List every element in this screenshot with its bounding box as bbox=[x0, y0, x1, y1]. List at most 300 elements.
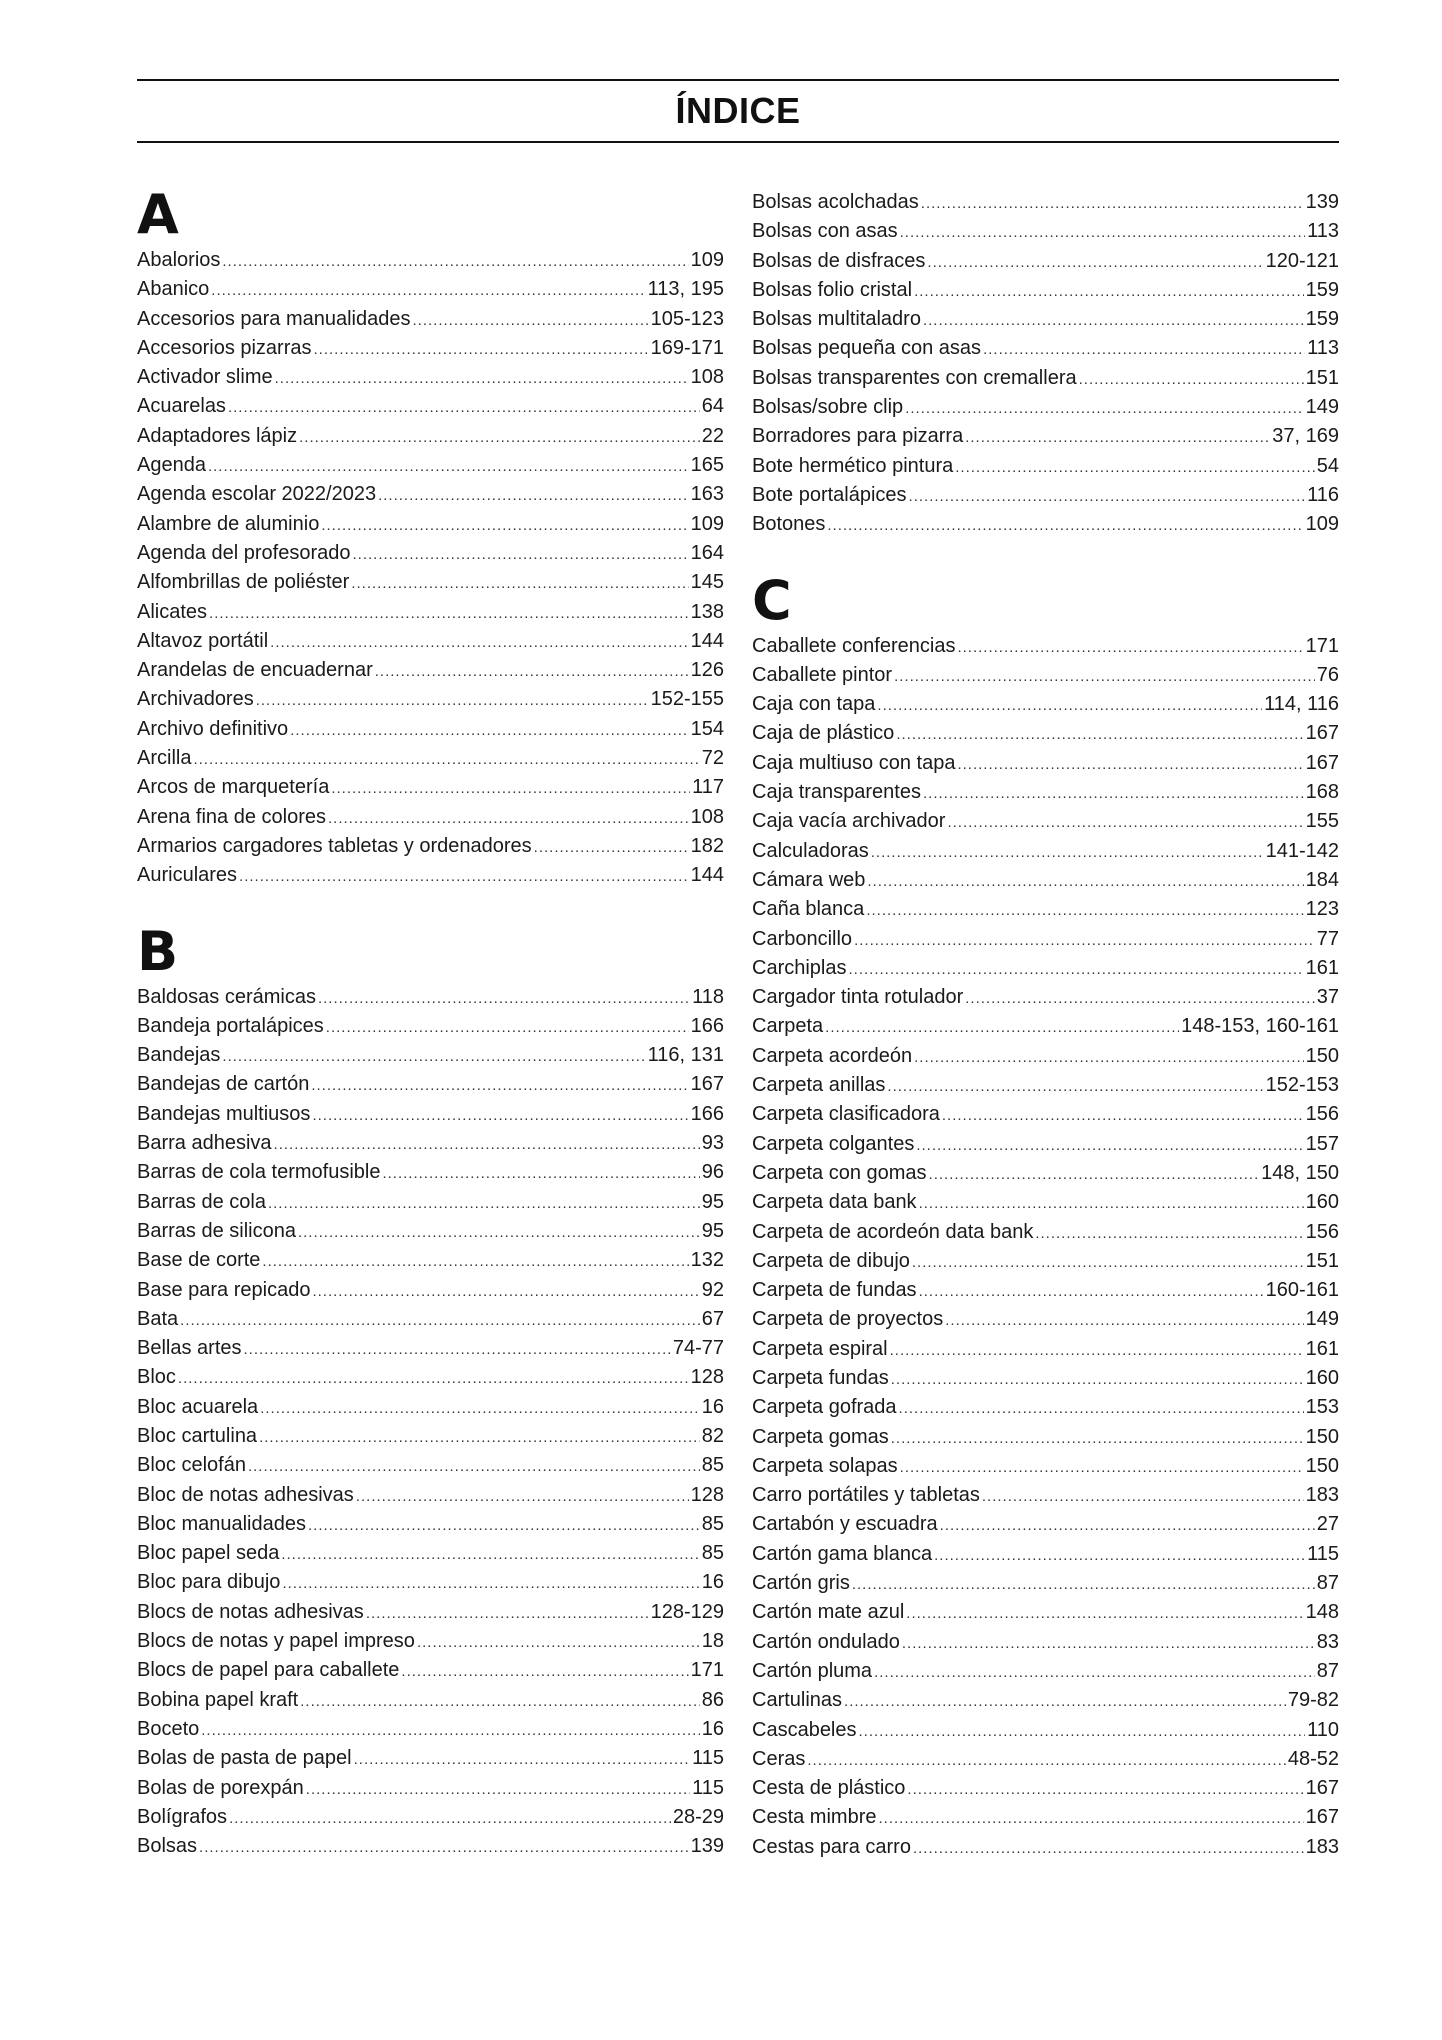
dot-leader bbox=[281, 1540, 699, 1569]
index-entry bbox=[137, 773, 724, 802]
index-term: Agenda bbox=[137, 454, 206, 477]
index-page-ref: 167 bbox=[1305, 722, 1339, 745]
index-term: Agenda del profesorado bbox=[137, 541, 351, 564]
index-page-ref: 149 bbox=[1305, 1308, 1339, 1331]
dot-leader bbox=[887, 1072, 1263, 1101]
dot-leader bbox=[934, 1541, 1305, 1570]
index-page-ref: 37, 169 bbox=[1272, 425, 1339, 448]
dot-leader bbox=[891, 1424, 1304, 1453]
dot-leader bbox=[201, 1716, 699, 1745]
index-term: Abanico bbox=[137, 278, 210, 301]
dot-leader bbox=[209, 599, 689, 628]
index-page-ref: 18 bbox=[701, 1630, 724, 1653]
index-page-ref: 168 bbox=[1305, 781, 1339, 804]
index-page-ref: 113, 195 bbox=[647, 278, 724, 301]
index-entry bbox=[752, 690, 1339, 719]
index-column-left bbox=[137, 183, 724, 1861]
index-term: Barras de cola bbox=[137, 1190, 266, 1213]
index-entry bbox=[752, 1803, 1339, 1832]
index-page-ref: 166 bbox=[690, 1102, 724, 1125]
index-entry bbox=[137, 715, 724, 744]
index-entry bbox=[137, 1158, 724, 1187]
index-page-ref: 139 bbox=[690, 1835, 724, 1858]
index-term: Bote portalápices bbox=[752, 483, 907, 506]
index-page-ref: 150 bbox=[1305, 1044, 1339, 1067]
dot-leader bbox=[244, 1335, 671, 1364]
index-page-ref: 22 bbox=[701, 424, 724, 447]
index-page-ref: 128-129 bbox=[650, 1600, 724, 1623]
index-entry bbox=[752, 1276, 1339, 1305]
index-entry bbox=[137, 685, 724, 714]
dot-leader bbox=[178, 1364, 689, 1393]
index-term: Carpeta bbox=[752, 1015, 824, 1038]
index-entry bbox=[752, 1569, 1339, 1598]
index-page-ref: 161 bbox=[1305, 1337, 1339, 1360]
dot-leader bbox=[311, 1071, 688, 1100]
index-page-ref: 153 bbox=[1305, 1396, 1339, 1419]
index-page-ref: 151 bbox=[1305, 366, 1339, 389]
index-term: Borradores para pizarra bbox=[752, 425, 964, 448]
index-entry bbox=[137, 744, 724, 773]
index-entry bbox=[137, 1070, 724, 1099]
index-column-right bbox=[752, 188, 1339, 1862]
index-list-b-continued bbox=[752, 188, 1339, 540]
dot-leader bbox=[900, 218, 1305, 247]
dot-leader bbox=[306, 1775, 690, 1804]
dot-leader bbox=[877, 691, 1262, 720]
dot-leader bbox=[844, 1687, 1286, 1716]
dot-leader bbox=[878, 1804, 1303, 1833]
dot-leader bbox=[229, 1804, 671, 1833]
index-term: Carpeta de proyectos bbox=[752, 1308, 944, 1331]
index-entry bbox=[752, 1130, 1339, 1159]
index-term: Ceras bbox=[752, 1747, 806, 1770]
dot-leader bbox=[275, 364, 689, 393]
index-term: Bellas artes bbox=[137, 1337, 242, 1360]
dot-leader bbox=[899, 1394, 1304, 1423]
index-term: Carpeta fundas bbox=[752, 1366, 889, 1389]
index-page-ref: 163 bbox=[690, 483, 724, 506]
index-entry bbox=[137, 1598, 724, 1627]
index-term: Blocs de notas adhesivas bbox=[137, 1600, 364, 1623]
index-term: Bata bbox=[137, 1307, 179, 1330]
index-entry bbox=[137, 1451, 724, 1480]
index-entry bbox=[137, 656, 724, 685]
index-term: Carpeta espiral bbox=[752, 1337, 888, 1360]
index-entry bbox=[752, 983, 1339, 1012]
index-entry bbox=[752, 247, 1339, 276]
index-entry bbox=[137, 334, 724, 363]
dot-leader bbox=[208, 452, 689, 481]
index-entry bbox=[137, 1012, 724, 1041]
dot-leader bbox=[947, 808, 1303, 837]
index-entry bbox=[752, 1100, 1339, 1129]
index-entry bbox=[752, 1452, 1339, 1481]
index-term: Caja de plástico bbox=[752, 722, 895, 745]
index-entry bbox=[137, 803, 724, 832]
index-entry bbox=[752, 276, 1339, 305]
index-page-ref: 77 bbox=[1316, 927, 1339, 950]
dot-leader bbox=[321, 511, 688, 540]
dot-leader bbox=[912, 1248, 1304, 1277]
index-term: Arandelas de encuadernar bbox=[137, 659, 373, 682]
index-entry bbox=[752, 1657, 1339, 1686]
index-page-ref: 138 bbox=[690, 600, 724, 623]
index-term: Cesta mimbre bbox=[752, 1806, 877, 1829]
index-term: Caja multiuso con tapa bbox=[752, 751, 956, 774]
dot-leader bbox=[180, 1306, 700, 1335]
index-term: Acuarelas bbox=[137, 395, 226, 418]
dot-leader bbox=[919, 1189, 1304, 1218]
index-entry bbox=[752, 334, 1339, 363]
index-page-ref: 95 bbox=[701, 1219, 724, 1242]
index-page-ref: 116 bbox=[1307, 483, 1339, 506]
index-page-ref: 109 bbox=[690, 512, 724, 535]
dot-leader bbox=[982, 1482, 1304, 1511]
index-term: Base de corte bbox=[137, 1249, 261, 1272]
index-term: Abalorios bbox=[137, 249, 221, 271]
dot-leader bbox=[274, 1130, 700, 1159]
index-entry bbox=[752, 1247, 1339, 1276]
index-term: Bolsas/sobre clip bbox=[752, 396, 904, 419]
index-entry bbox=[752, 1305, 1339, 1334]
index-entry bbox=[752, 1012, 1339, 1041]
index-page-ref: 164 bbox=[690, 541, 724, 564]
index-entry bbox=[137, 1568, 724, 1597]
index-entry bbox=[137, 1832, 724, 1861]
dot-leader bbox=[356, 1482, 689, 1511]
index-page-ref: 79-82 bbox=[1287, 1689, 1339, 1712]
index-page-ref: 54 bbox=[1316, 454, 1339, 477]
page-header bbox=[137, 79, 1339, 143]
section-letter-a: A bbox=[137, 183, 179, 246]
index-term: Carpeta acordeón bbox=[752, 1044, 913, 1067]
index-page-ref: 117 bbox=[692, 776, 724, 799]
index-entry bbox=[752, 866, 1339, 895]
index-page-ref: 155 bbox=[1305, 810, 1339, 833]
index-page-ref: 148-153, 160-161 bbox=[1181, 1015, 1339, 1038]
index-entry bbox=[137, 1656, 724, 1685]
index-page-ref: 109 bbox=[1305, 513, 1339, 536]
index-entry bbox=[137, 1393, 724, 1422]
index-term: Bobina papel kraft bbox=[137, 1688, 299, 1711]
index-entry bbox=[752, 1481, 1339, 1510]
index-term: Bolas de porexpán bbox=[137, 1776, 304, 1799]
index-term: Cartón gris bbox=[752, 1572, 850, 1595]
dot-leader bbox=[866, 896, 1303, 925]
dot-leader bbox=[852, 1570, 1315, 1599]
index-entry bbox=[752, 661, 1339, 690]
index-page-ref: 113 bbox=[1307, 337, 1339, 360]
index-entry bbox=[752, 1686, 1339, 1715]
dot-leader bbox=[919, 1277, 1264, 1306]
index-term: Bloc celofán bbox=[137, 1454, 246, 1477]
index-entry bbox=[137, 598, 724, 627]
index-entry bbox=[137, 1246, 724, 1275]
index-page-ref: 115 bbox=[692, 1776, 724, 1799]
index-page-ref: 120-121 bbox=[1265, 249, 1339, 272]
index-page-ref: 167 bbox=[690, 1073, 724, 1096]
index-term: Bolsas con asas bbox=[752, 220, 898, 243]
index-term: Carpeta de dibujo bbox=[752, 1249, 910, 1272]
index-term: Barras de cola termofusible bbox=[137, 1161, 381, 1184]
index-entry bbox=[752, 954, 1339, 983]
dot-leader bbox=[921, 189, 1304, 218]
index-page-ref: 150 bbox=[1305, 1454, 1339, 1477]
index-page-ref: 144 bbox=[690, 629, 724, 652]
dot-leader bbox=[957, 750, 1303, 779]
index-page-ref: 169-171 bbox=[650, 336, 724, 359]
dot-leader bbox=[890, 1336, 1304, 1365]
index-page-ref: 48-52 bbox=[1287, 1747, 1339, 1770]
index-term: Bolsas acolchadas bbox=[752, 191, 919, 213]
dot-leader bbox=[314, 335, 649, 364]
dot-leader bbox=[916, 1131, 1303, 1160]
index-page-ref: 171 bbox=[690, 1659, 724, 1682]
index-page-ref: 85 bbox=[701, 1454, 724, 1477]
index-entry bbox=[137, 246, 724, 275]
dot-leader bbox=[923, 306, 1304, 335]
dot-leader bbox=[312, 1101, 688, 1130]
dot-leader bbox=[894, 662, 1315, 691]
index-term: Base para repicado bbox=[137, 1278, 311, 1301]
index-page-ref: 159 bbox=[1305, 278, 1339, 301]
index-term: Bandejas de cartón bbox=[137, 1073, 310, 1096]
index-term: Carpeta con gomas bbox=[752, 1161, 927, 1184]
index-entry bbox=[137, 1129, 724, 1158]
index-term: Alicates bbox=[137, 600, 208, 623]
dot-leader bbox=[965, 984, 1315, 1013]
index-page-ref: 108 bbox=[690, 805, 724, 828]
index-term: Arena fina de colores bbox=[137, 805, 327, 828]
index-term: Carpeta gomas bbox=[752, 1425, 889, 1448]
index-entry bbox=[752, 719, 1339, 748]
dot-leader bbox=[413, 306, 649, 335]
dot-leader bbox=[300, 1687, 700, 1716]
dot-leader bbox=[965, 423, 1270, 452]
index-entry bbox=[137, 422, 724, 451]
dot-leader bbox=[401, 1657, 688, 1686]
index-page-ref: 160 bbox=[1305, 1191, 1339, 1214]
index-page-ref: 76 bbox=[1316, 663, 1339, 686]
section-letter-c: C bbox=[752, 568, 792, 632]
index-term: Cesta de plástico bbox=[752, 1777, 906, 1800]
index-term: Cartulinas bbox=[752, 1689, 843, 1712]
index-entry bbox=[137, 1774, 724, 1803]
index-list-a bbox=[137, 246, 724, 891]
page-title: ÍNDICE bbox=[675, 90, 801, 131]
index-term: Carpeta anillas bbox=[752, 1074, 886, 1097]
index-page-ref: 152-153 bbox=[1265, 1074, 1339, 1097]
index-entry bbox=[752, 452, 1339, 481]
index-term: Bolsas de disfraces bbox=[752, 249, 926, 272]
index-term: Bloc manualidades bbox=[137, 1512, 306, 1535]
dot-leader bbox=[891, 1365, 1304, 1394]
dot-leader bbox=[827, 511, 1303, 540]
index-entry bbox=[752, 1423, 1339, 1452]
index-page-ref: 126 bbox=[690, 659, 724, 682]
dot-leader bbox=[262, 1247, 688, 1276]
index-page-ref: 109 bbox=[690, 249, 724, 271]
dot-leader bbox=[193, 745, 699, 774]
index-page-ref: 150 bbox=[1305, 1425, 1339, 1448]
index-term: Altavoz portátil bbox=[137, 629, 269, 652]
index-list-c bbox=[752, 632, 1339, 1862]
index-page-ref: 116, 131 bbox=[647, 1044, 724, 1067]
index-term: Carpeta de acordeón data bank bbox=[752, 1220, 1034, 1243]
index-term: Carboncillo bbox=[752, 927, 853, 950]
index-term: Caballete pintor bbox=[752, 663, 893, 686]
dot-leader bbox=[929, 1160, 1260, 1189]
index-page-ref: 152-155 bbox=[650, 688, 724, 711]
index-term: Bloc para dibujo bbox=[137, 1571, 281, 1594]
index-page-ref: 93 bbox=[701, 1132, 724, 1155]
index-page-ref: 171 bbox=[1305, 634, 1339, 657]
index-term: Carpeta de fundas bbox=[752, 1279, 917, 1302]
index-entry bbox=[137, 392, 724, 421]
index-entry bbox=[137, 627, 724, 656]
index-entry bbox=[137, 305, 724, 334]
index-term: Bolsas multitaladro bbox=[752, 308, 921, 331]
dot-leader bbox=[228, 393, 700, 422]
dot-leader bbox=[199, 1833, 689, 1862]
index-page-ref: 128 bbox=[690, 1366, 724, 1389]
index-entry bbox=[137, 539, 724, 568]
index-entry bbox=[752, 778, 1339, 807]
index-term: Bandeja portalápices bbox=[137, 1014, 324, 1037]
index-term: Bolas de pasta de papel bbox=[137, 1747, 352, 1770]
index-entry bbox=[137, 480, 724, 509]
index-page-ref: 37 bbox=[1316, 986, 1339, 1009]
index-entry bbox=[752, 925, 1339, 954]
index-page-ref: 149 bbox=[1305, 396, 1339, 419]
index-page-ref: 167 bbox=[1305, 751, 1339, 774]
index-term: Caja con tapa bbox=[752, 693, 876, 716]
index-page-ref: 183 bbox=[1305, 1835, 1339, 1858]
dot-leader bbox=[867, 867, 1303, 896]
index-entry bbox=[137, 363, 724, 392]
index-entry bbox=[137, 861, 724, 890]
dot-leader bbox=[417, 1628, 700, 1657]
index-entry bbox=[752, 1042, 1339, 1071]
index-entry bbox=[752, 1833, 1339, 1862]
index-page-ref: 160 bbox=[1305, 1366, 1339, 1389]
index-page-ref: 28-29 bbox=[672, 1805, 724, 1828]
dot-leader bbox=[382, 1159, 699, 1188]
index-page-ref: 145 bbox=[690, 571, 724, 594]
dot-leader bbox=[239, 862, 689, 891]
index-page-ref: 165 bbox=[690, 454, 724, 477]
index-term: Bandejas multiusos bbox=[137, 1102, 311, 1125]
dot-leader bbox=[298, 1218, 700, 1247]
index-term: Carpeta gofrada bbox=[752, 1396, 897, 1419]
index-list-b bbox=[137, 983, 724, 1862]
index-term: Alambre de aluminio bbox=[137, 512, 320, 535]
index-page-ref: 184 bbox=[1305, 868, 1339, 891]
index-term: Caña blanca bbox=[752, 898, 865, 921]
dot-leader bbox=[955, 453, 1315, 482]
dot-leader bbox=[259, 1423, 700, 1452]
dot-leader bbox=[848, 955, 1303, 984]
index-entry bbox=[137, 1715, 724, 1744]
index-page-ref: 132 bbox=[690, 1249, 724, 1272]
index-term: Bolsas folio cristal bbox=[752, 278, 913, 301]
index-page-ref: 67 bbox=[701, 1307, 724, 1330]
index-entry bbox=[137, 1481, 724, 1510]
index-page-ref: 110 bbox=[1307, 1718, 1339, 1741]
index-term: Bolígrafos bbox=[137, 1805, 228, 1828]
index-page-ref: 85 bbox=[701, 1542, 724, 1565]
index-page-ref: 139 bbox=[1305, 191, 1339, 213]
index-page-ref: 96 bbox=[701, 1161, 724, 1184]
index-page-ref: 148 bbox=[1305, 1601, 1339, 1624]
index-page-ref: 74-77 bbox=[672, 1337, 724, 1360]
index-entry bbox=[752, 1364, 1339, 1393]
dot-leader bbox=[378, 481, 689, 510]
index-term: Carro portátiles y tabletas bbox=[752, 1484, 980, 1507]
index-term: Bolsas bbox=[137, 1835, 198, 1858]
index-entry bbox=[137, 568, 724, 597]
index-page-ref: 115 bbox=[692, 1747, 724, 1770]
index-entry bbox=[752, 481, 1339, 510]
index-entry bbox=[137, 1803, 724, 1832]
index-page-ref: 16 bbox=[701, 1571, 724, 1594]
index-page-ref: 144 bbox=[690, 864, 724, 887]
dot-leader bbox=[312, 1277, 699, 1306]
dot-leader bbox=[328, 804, 689, 833]
index-term: Baldosas cerámicas bbox=[137, 985, 316, 1008]
index-term: Alfombrillas de poliéster bbox=[137, 571, 350, 594]
index-entry bbox=[137, 451, 724, 480]
index-term: Bloc cartulina bbox=[137, 1424, 258, 1447]
dot-leader bbox=[859, 1717, 1306, 1746]
dot-leader bbox=[874, 1658, 1315, 1687]
index-term: Caja transparentes bbox=[752, 781, 921, 804]
index-page-ref: 156 bbox=[1305, 1103, 1339, 1126]
dot-leader bbox=[945, 1306, 1303, 1335]
dot-leader bbox=[914, 1043, 1304, 1072]
dot-leader bbox=[923, 779, 1304, 808]
index-term: Cascabeles bbox=[752, 1718, 857, 1741]
index-entry bbox=[752, 1774, 1339, 1803]
index-entry bbox=[752, 1745, 1339, 1774]
index-term: Bloc bbox=[137, 1366, 176, 1389]
index-entry bbox=[137, 832, 724, 861]
index-term: Cartón pluma bbox=[752, 1659, 873, 1682]
dot-leader bbox=[290, 716, 688, 745]
dot-leader bbox=[256, 686, 649, 715]
index-page-ref: 166 bbox=[690, 1014, 724, 1037]
index-entry bbox=[752, 895, 1339, 924]
index-term: Bloc papel seda bbox=[137, 1542, 280, 1565]
index-term: Cargador tinta rotulador bbox=[752, 986, 964, 1009]
index-entry bbox=[752, 1218, 1339, 1247]
dot-leader bbox=[268, 1189, 700, 1218]
index-entry bbox=[752, 1510, 1339, 1539]
index-term: Blocs de papel para caballete bbox=[137, 1659, 400, 1682]
index-entry bbox=[137, 1422, 724, 1451]
dot-leader bbox=[366, 1599, 649, 1628]
index-term: Arcos de marquetería bbox=[137, 776, 330, 799]
dot-leader bbox=[354, 1745, 691, 1774]
index-entry bbox=[752, 364, 1339, 393]
index-page-ref: 87 bbox=[1316, 1572, 1339, 1595]
index-term: Carpeta solapas bbox=[752, 1454, 898, 1477]
dot-leader bbox=[222, 247, 688, 276]
index-term: Carpeta clasificadora bbox=[752, 1103, 940, 1126]
dot-leader bbox=[351, 569, 688, 598]
index-entry bbox=[752, 1335, 1339, 1364]
